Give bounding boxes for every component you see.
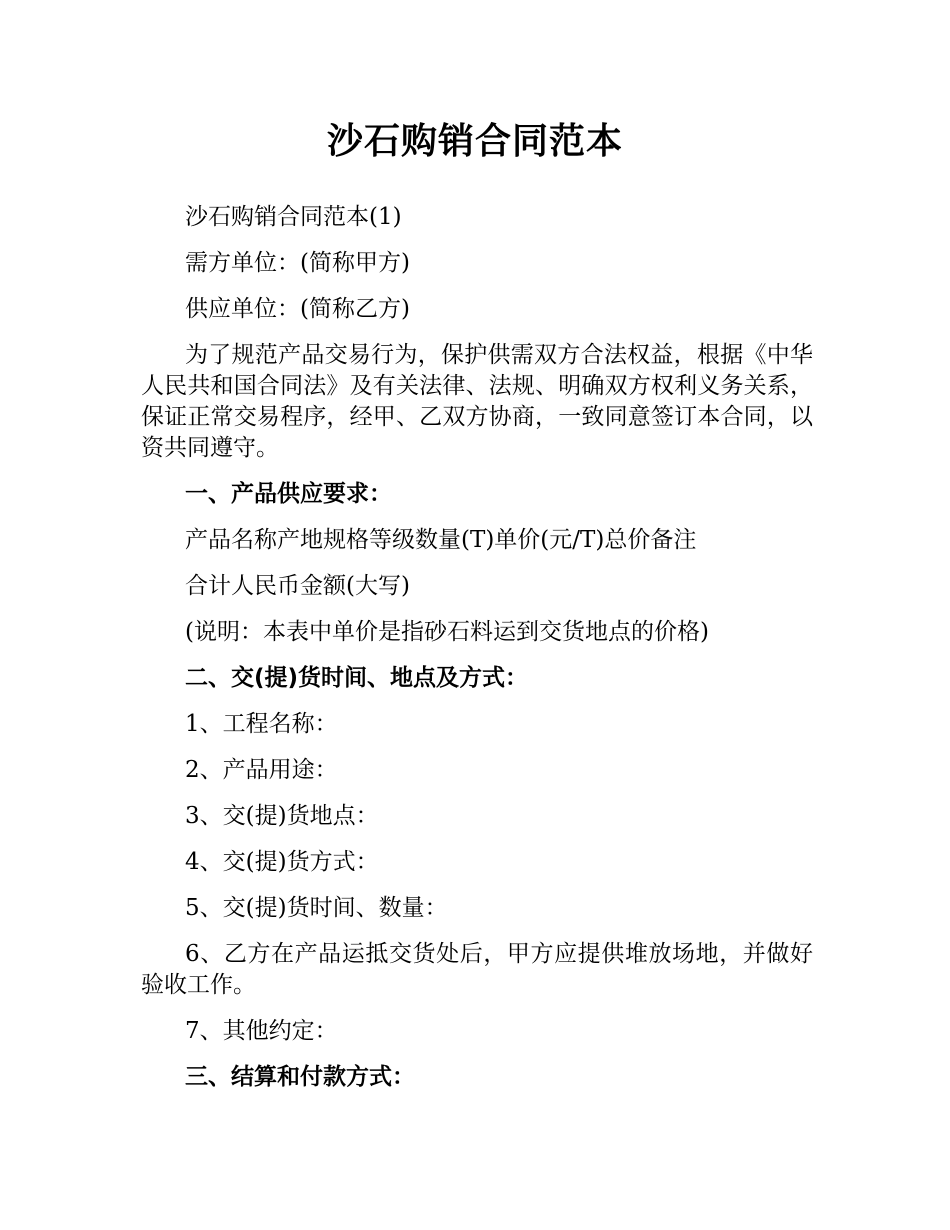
list-item-other-terms: 7、其他约定： (185, 1018, 338, 1044)
section-heading-3: 三、结算和付款方式： (185, 1064, 415, 1090)
document-body (141, 202, 813, 1108)
list-item-project-name: 1、工程名称： (185, 711, 338, 737)
section-heading-1: 一、产品供应要求： (185, 481, 392, 507)
paragraph-buyer: 需方单位：(简称甲方) (185, 250, 410, 276)
list-item-delivery-method: 4、交(提)货方式： (185, 849, 379, 875)
list-item-delivery-location: 3、交(提)货地点： (185, 803, 379, 829)
document-title: 沙石购销合同范本 (326, 121, 623, 162)
paragraph-supplier: 供应单位：(简称乙方) (185, 296, 410, 322)
section-heading-2: 二、交(提)货时间、地点及方式： (185, 665, 529, 691)
list-item-acceptance: 6、乙方在产品运抵交货处后，甲方应提供堆放场地，并做好验收工作。 (141, 941, 813, 998)
paragraph-total-amount: 合计人民币金额(大写) (185, 573, 410, 599)
list-item-delivery-time: 5、交(提)货时间、数量： (185, 895, 448, 921)
list-item-product-use: 2、产品用途： (185, 757, 338, 783)
paragraph-subtitle: 沙石购销合同范本(1) (185, 204, 402, 230)
paragraph-product-table-header: 产品名称产地规格等级数量(T)单价(元/T)总价备注 (185, 527, 697, 553)
paragraph-preamble: 为了规范产品交易行为，保护供需双方合法权益，根据《中华人民共和国合同法》及有关法律、法规、明确双方权利义务关系，保证正常交易程序，经甲、乙双方协商，一致同意签订本合同，以资共同遵守。 (141, 342, 813, 461)
paragraph-price-note: (说明：本表中单价是指砂石料运到交货地点的价格) (185, 619, 709, 645)
